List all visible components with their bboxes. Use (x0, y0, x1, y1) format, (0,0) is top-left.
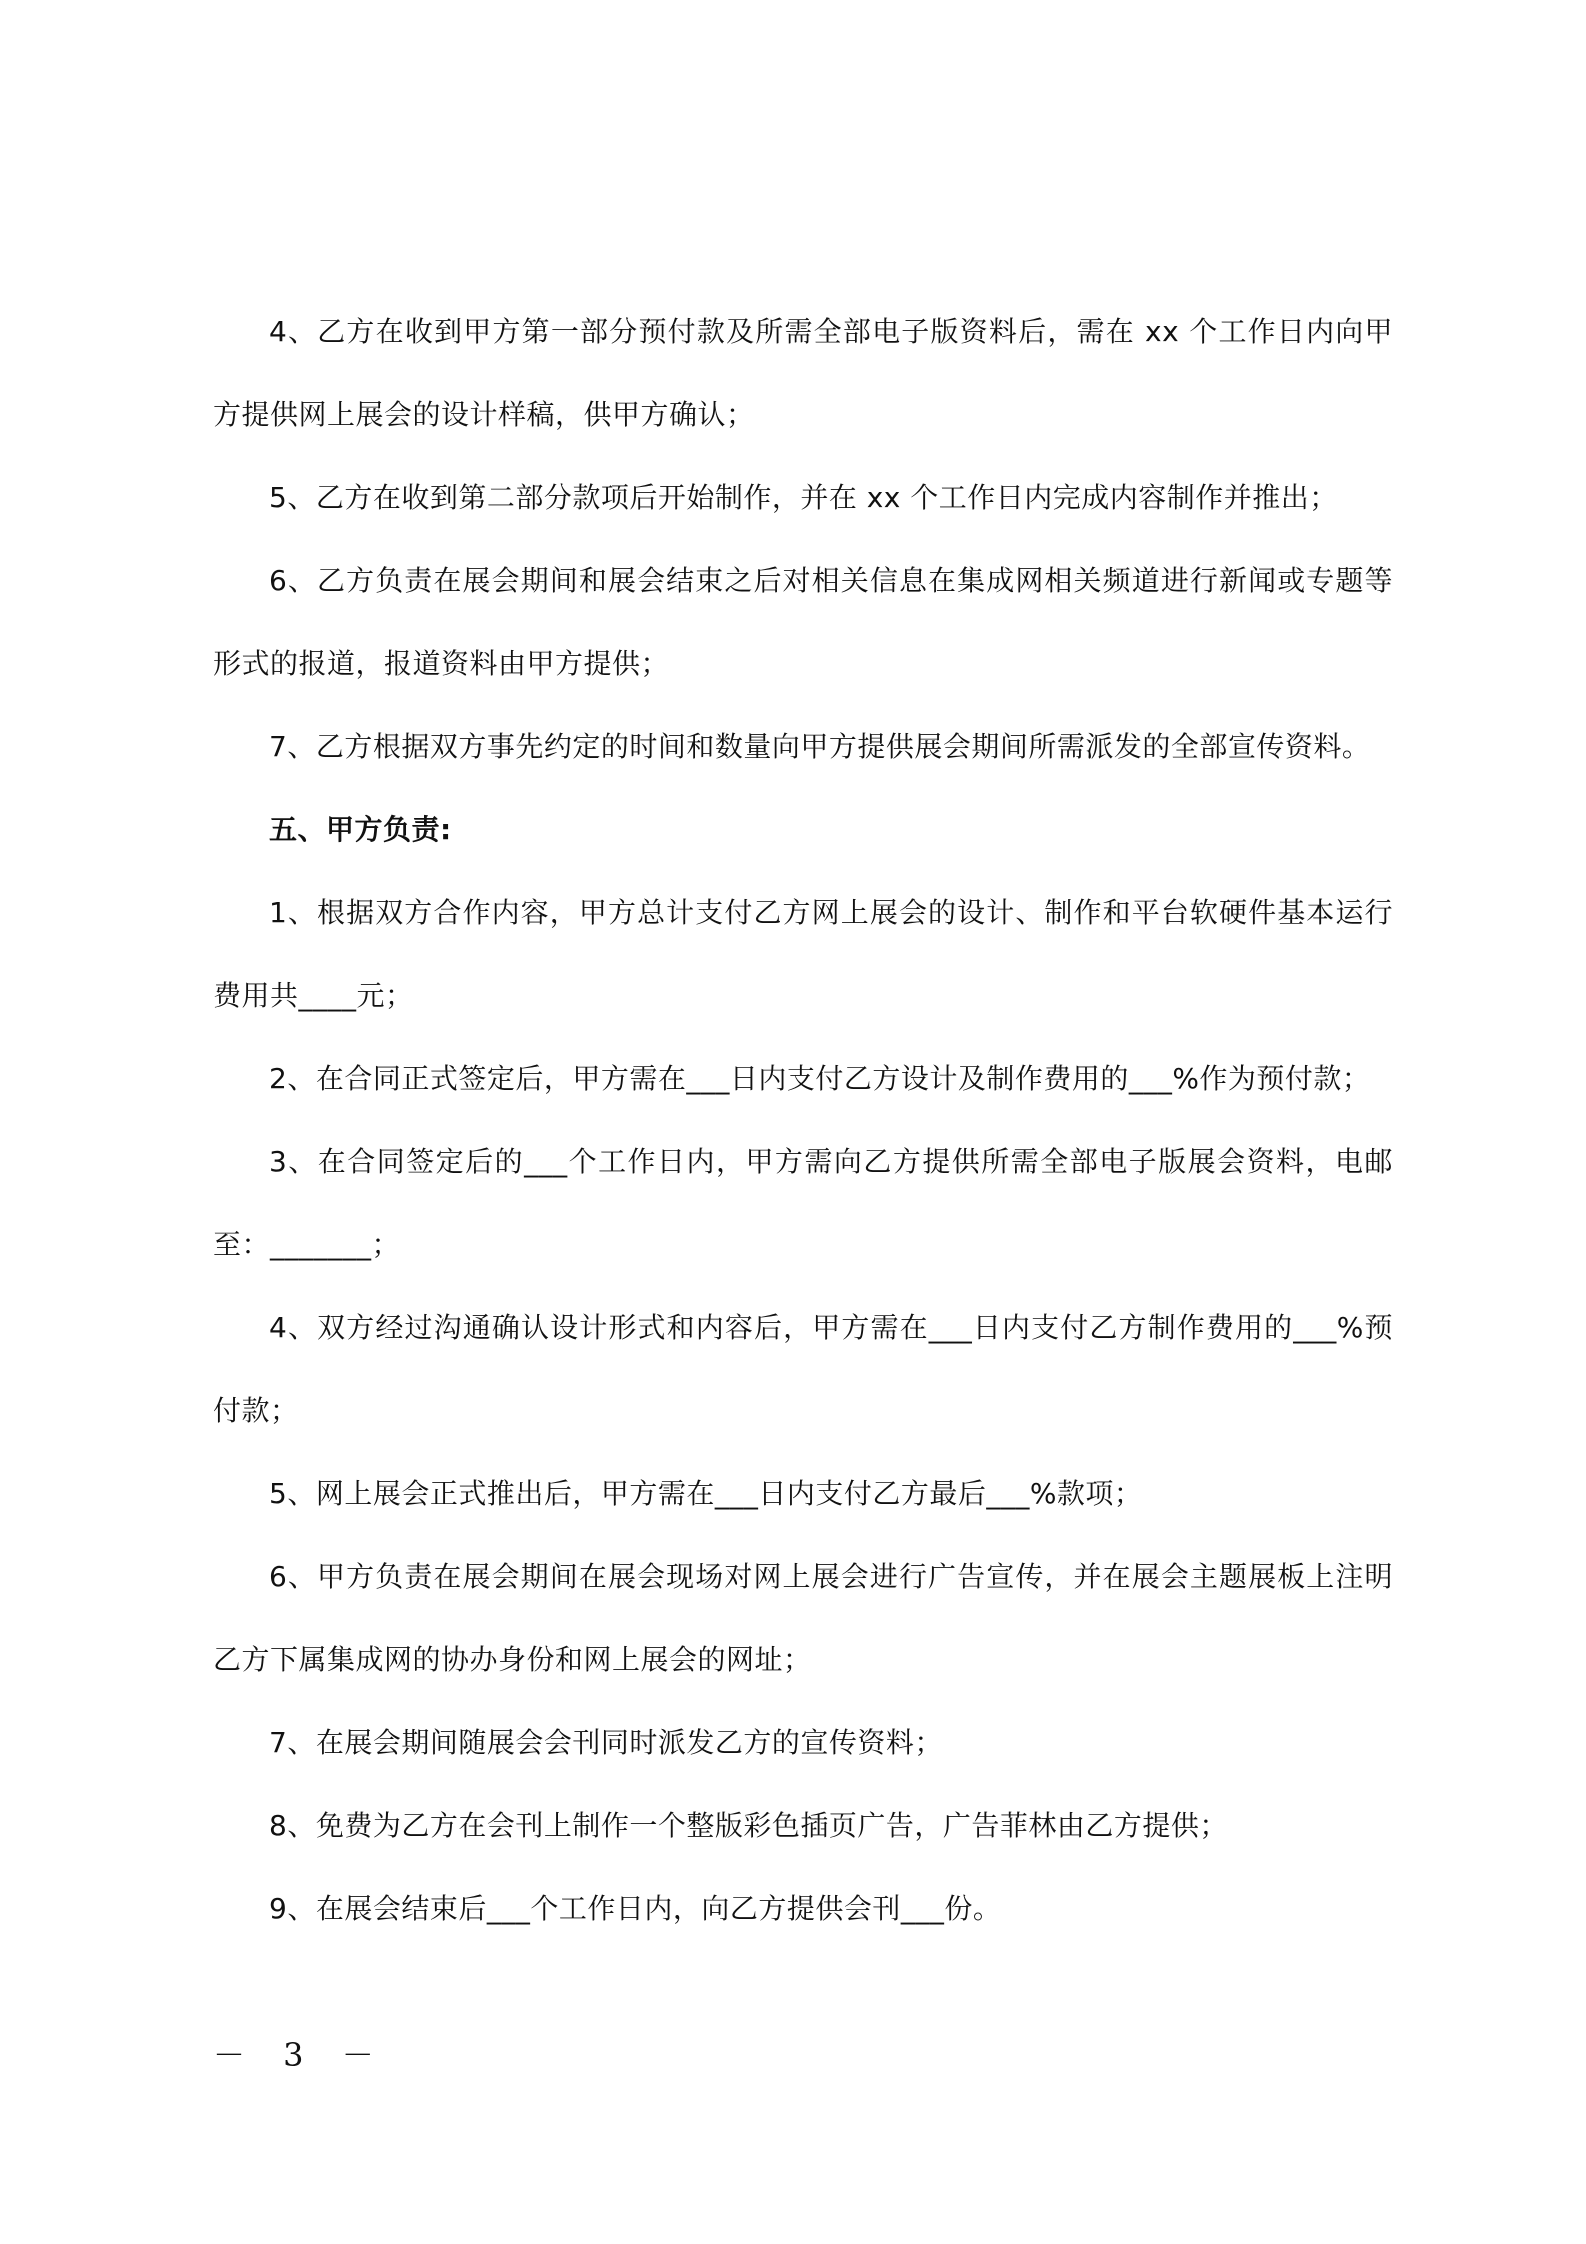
paragraph-a5: 5、网上展会正式推出后，甲方需在___日内支付乙方最后___%款项； (269, 1477, 1143, 1510)
paragraph-a2: 2、在合同正式签定后，甲方需在___日内支付乙方设计及制作费用的___%作为预付款； (269, 1062, 1371, 1095)
document-body (213, 290, 1393, 1950)
paragraph-a1: 1、根据双方合作内容，甲方总计支付乙方网上展会的设计、制作和平台软硬件基本运行费用共____元； (213, 896, 1393, 1012)
page-number: － 3 － (213, 2036, 388, 2074)
paragraph-b6: 6、乙方负责在展会期间和展会结束之后对相关信息在集成网相关频道进行新闻或专题等形式的报道，报道资料由甲方提供； (213, 564, 1393, 680)
paragraph-b5: 5、乙方在收到第二部分款项后开始制作，并在 xx 个工作日内完成内容制作并推出； (269, 481, 1338, 514)
section-heading-five: 五、甲方负责: (269, 813, 452, 846)
paragraph-a8: 8、免费为乙方在会刊上制作一个整版彩色插页广告，广告菲林由乙方提供； (269, 1809, 1228, 1842)
paragraph-a4: 4、双方经过沟通确认设计形式和内容后，甲方需在___日内支付乙方制作费用的___%预付款； (213, 1311, 1393, 1427)
paragraph-a6: 6、甲方负责在展会期间在展会现场对网上展会进行广告宣传，并在展会主题展板上注明乙方下属集成网的协办身份和网上展会的网址； (213, 1560, 1393, 1676)
paragraph-a3: 3、在合同签定后的___个工作日内，甲方需向乙方提供所需全部电子版展会资料，电邮至：_______； (213, 1145, 1393, 1261)
paragraph-b4: 4、乙方在收到甲方第一部分预付款及所需全部电子版资料后，需在 xx 个工作日内向甲方提供网上展会的设计样稿，供甲方确认； (213, 315, 1393, 431)
paragraph-a7: 7、在展会期间随展会会刊同时派发乙方的宣传资料； (269, 1726, 943, 1759)
paragraph-b7: 7、乙方根据双方事先约定的时间和数量向甲方提供展会期间所需派发的全部宣传资料。 (269, 730, 1371, 763)
paragraph-a9: 9、在展会结束后___个工作日内，向乙方提供会刊___份。 (269, 1892, 1002, 1925)
